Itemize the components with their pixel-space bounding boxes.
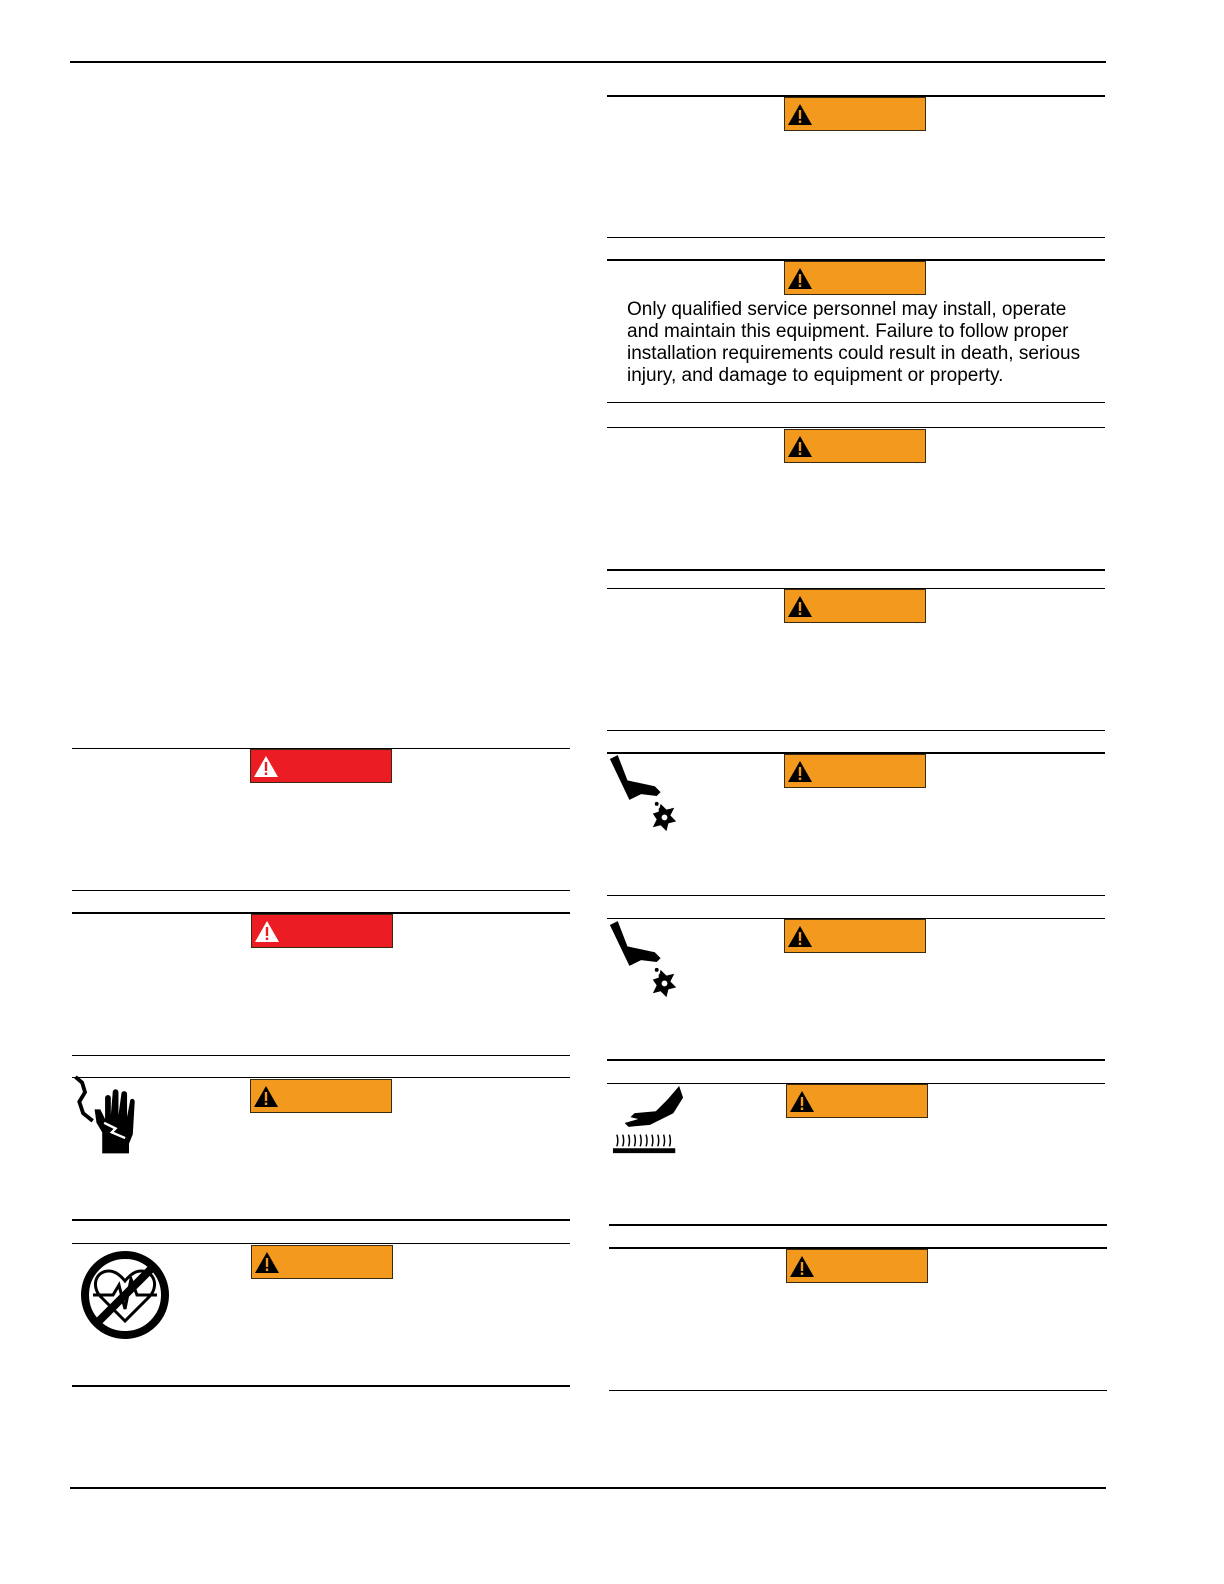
exclamation-triangle-icon — [253, 1085, 279, 1108]
exclamation-triangle-icon — [254, 1251, 280, 1274]
safety-box-bottom-rule — [607, 569, 1105, 571]
safety-box-bottom-rule — [72, 1055, 570, 1056]
exclamation-triangle-icon — [254, 920, 280, 943]
warning-signal-word-panel — [250, 1079, 392, 1113]
safety-box-bottom-rule — [607, 730, 1105, 731]
warning-signal-word-panel — [784, 754, 926, 788]
electric-shock-hand-icon — [72, 1075, 142, 1161]
warning-signal-word-panel — [786, 1249, 928, 1283]
exclamation-triangle-icon — [787, 595, 813, 618]
warning-signal-word-panel — [784, 261, 926, 295]
warning-signal-word-panel — [784, 589, 926, 623]
hot-surface-hand-icon — [611, 1084, 685, 1158]
warning-signal-word-panel — [786, 1084, 928, 1118]
header-rule — [70, 61, 1106, 63]
exclamation-triangle-icon — [787, 267, 813, 290]
safety-box-bottom-rule — [607, 237, 1105, 238]
danger-signal-word-panel — [250, 749, 392, 783]
cutting-blade-hand-icon — [606, 919, 684, 1007]
exclamation-triangle-icon — [789, 1090, 815, 1113]
exclamation-triangle-icon — [787, 760, 813, 783]
warning-message: Only qualified service personnel may install, operate and maintain this equipment. Failure to follow proper installation requirements could result in death, serious injury, and damage to equipment or property. — [627, 299, 1081, 386]
safety-box-bottom-rule — [72, 1219, 570, 1221]
warning-signal-word-panel — [784, 919, 926, 953]
safety-box-bottom-rule — [607, 895, 1105, 896]
warning-signal-word-panel — [251, 1245, 393, 1279]
footer-rule — [70, 1487, 1106, 1489]
warning-signal-word-panel — [784, 429, 926, 463]
safety-box-top-rule — [607, 427, 1105, 428]
safety-box-bottom-rule — [607, 1059, 1105, 1061]
exclamation-triangle-icon — [787, 435, 813, 458]
exclamation-triangle-icon — [253, 755, 279, 778]
safety-box-bottom-rule — [72, 890, 570, 891]
safety-box-bottom-rule — [609, 1224, 1107, 1226]
safety-box-top-rule — [72, 1077, 570, 1078]
safety-box-bottom-rule — [72, 1385, 570, 1387]
cutting-blade-hand-icon — [606, 753, 684, 841]
exclamation-triangle-icon — [789, 1255, 815, 1278]
danger-signal-word-panel — [251, 914, 393, 948]
safety-box-top-rule — [72, 1243, 570, 1244]
safety-box-bottom-rule — [607, 402, 1105, 403]
exclamation-triangle-icon — [787, 925, 813, 948]
warning-signal-word-panel — [784, 97, 926, 131]
safety-box-bottom-rule — [609, 1390, 1107, 1391]
exclamation-triangle-icon — [787, 103, 813, 126]
no-pacemaker-icon — [79, 1249, 171, 1341]
